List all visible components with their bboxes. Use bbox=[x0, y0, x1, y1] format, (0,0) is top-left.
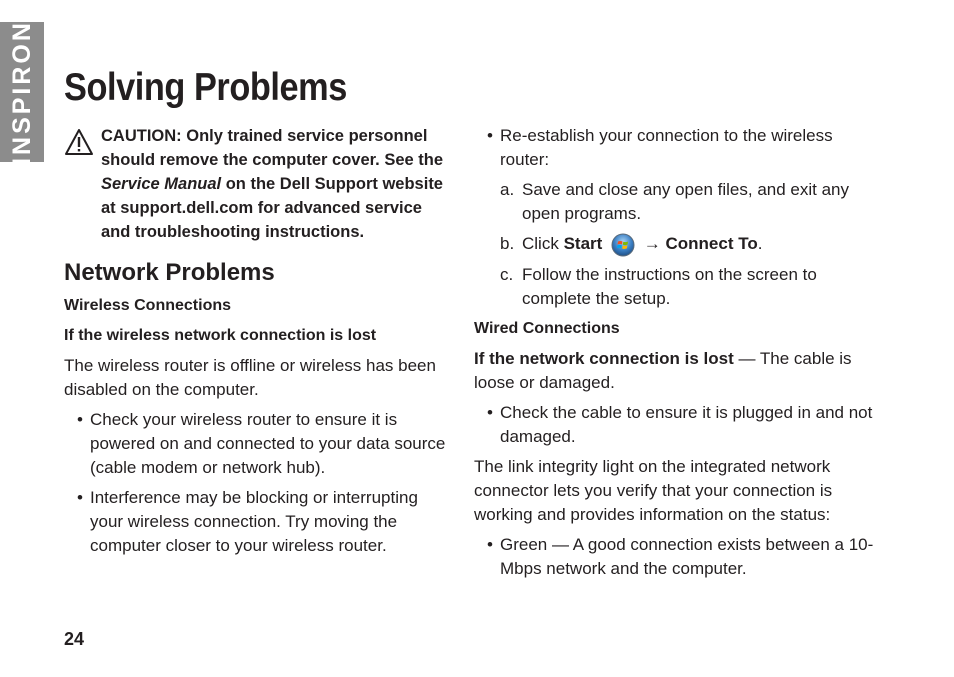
wireless-intro: The wireless router is offline or wireless has been disabled on the computer. bbox=[64, 356, 436, 399]
step-c bbox=[474, 263, 874, 311]
wired-bullet-1: • Check the cable to ensure it is plugged in and not damaged. bbox=[474, 401, 874, 449]
caution-note bbox=[64, 124, 449, 244]
connect-to-label: Connect To bbox=[665, 234, 758, 253]
left-column bbox=[64, 124, 449, 564]
wired-heading: Wired Connections bbox=[474, 319, 620, 337]
right-column bbox=[474, 124, 874, 587]
wired-lead bbox=[474, 347, 874, 395]
step-b-prefix: Click bbox=[522, 234, 564, 253]
start-label: Start bbox=[563, 234, 603, 253]
step-a-text: Save and close any open files, and exit any open programs. bbox=[522, 180, 849, 223]
step-b-letter: b. bbox=[500, 234, 515, 253]
brand-side-tab bbox=[0, 19, 44, 165]
wireless-bullet-3: • Re-establish your connection to the wireless router: bbox=[474, 124, 874, 172]
wireless-bullet-1: • Check your wireless router to ensure it is powered on and connected to your data source (cable modem or network hub). bbox=[64, 408, 449, 480]
wireless-subheading: If the wireless network connection is lost bbox=[64, 327, 377, 344]
wired-paragraph: The link integrity light on the integrated network connector lets you verify that your connection is working and provides information on the status: bbox=[474, 456, 833, 524]
step-b-end: . bbox=[757, 234, 763, 253]
service-manual-title: Service Manual bbox=[101, 175, 222, 193]
status-bullet-1: • Green — A good connection exists between a 10-Mbps network and the computer. bbox=[474, 533, 874, 581]
windows-start-icon bbox=[611, 233, 635, 257]
step-c-text: Follow the instructions on the screen to complete the setup. bbox=[522, 264, 817, 308]
step-a-letter: a. bbox=[500, 180, 515, 199]
page-number: 24 bbox=[64, 629, 85, 649]
page-title: Solving Problems bbox=[64, 66, 347, 109]
caution-text-suffix: on the Dell Support website at support.dell.com for advanced service and troubleshooting instructions. bbox=[101, 175, 443, 241]
wired-lead-rest: — The cable is loose or damaged. bbox=[474, 348, 852, 392]
caution-triangle-icon bbox=[64, 128, 94, 156]
step-c-letter: c. bbox=[500, 264, 514, 284]
step-b bbox=[474, 232, 874, 257]
step-a bbox=[474, 178, 874, 226]
caution-text-prefix: CAUTION: Only trained service personnel should remove the computer cover. See the bbox=[101, 127, 444, 169]
brand-label: INSPIRON bbox=[7, 19, 36, 165]
step-b-arrow: → bbox=[639, 234, 666, 253]
section-heading: Network Problems bbox=[64, 259, 275, 286]
wired-lead-bold: If the network connection is lost bbox=[474, 348, 734, 368]
wireless-heading: Wireless Connections bbox=[64, 297, 232, 314]
wireless-bullet-2: • Interference may be blocking or interrupting your wireless connection. Try moving the computer closer to your wireless router. bbox=[64, 486, 449, 558]
